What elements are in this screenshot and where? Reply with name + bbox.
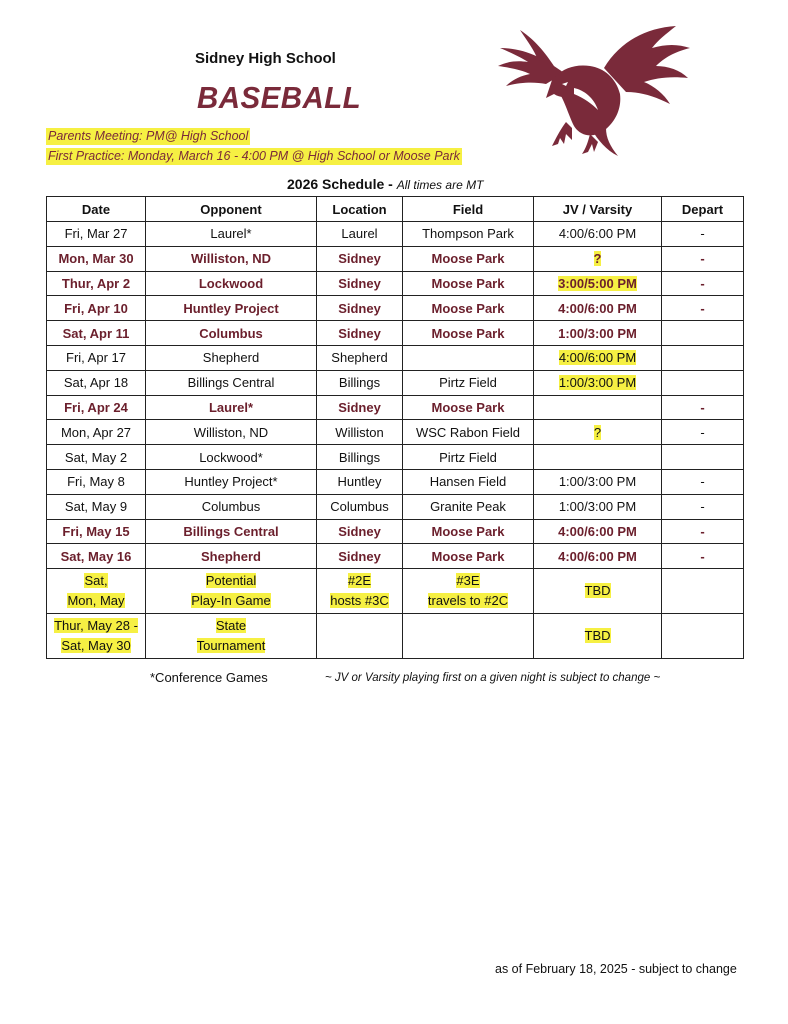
cell-field: Moose Park (403, 519, 534, 544)
state-depart (662, 614, 744, 659)
cell-location: Huntley (317, 469, 403, 494)
cell-opponent: Shepherd (146, 345, 317, 370)
table-header-row (47, 197, 744, 222)
table-row (47, 494, 744, 519)
table-row (47, 519, 744, 544)
cell-opponent: Lockwood (146, 271, 317, 296)
cell-field: WSC Rabon Field (403, 420, 534, 445)
table-row (47, 296, 744, 321)
cell-time: ? (534, 420, 662, 445)
col-header-opponent: Opponent (146, 197, 317, 222)
cell-time (534, 395, 662, 420)
cell-field (403, 345, 534, 370)
playin-opponent: Potential Play-In Game (146, 569, 317, 614)
cell-time: 4:00/6:00 PM (534, 519, 662, 544)
cell-field: Pirtz Field (403, 370, 534, 395)
cell-field: Moose Park (403, 246, 534, 271)
cell-date: Sat, Apr 11 (47, 321, 146, 346)
cell-date: Mon, Apr 27 (47, 420, 146, 445)
schedule-body (47, 222, 744, 659)
cell-location: Columbus (317, 494, 403, 519)
cell-location: Williston (317, 420, 403, 445)
cell-location: Sidney (317, 271, 403, 296)
table-row (47, 544, 744, 569)
cell-depart: - (662, 395, 744, 420)
cell-date: Thur, Apr 2 (47, 271, 146, 296)
cell-opponent: Laurel* (146, 395, 317, 420)
cell-location: Sidney (317, 296, 403, 321)
cell-time: 1:00/3:00 PM (534, 321, 662, 346)
cell-opponent: Laurel* (146, 222, 317, 247)
cell-date: Fri, May 8 (47, 469, 146, 494)
cell-opponent: Lockwood* (146, 445, 317, 470)
cell-date: Mon, Mar 30 (47, 246, 146, 271)
cell-time: 4:00/6:00 PM (534, 222, 662, 247)
cell-field: Moose Park (403, 271, 534, 296)
cell-opponent: Williston, ND (146, 420, 317, 445)
cell-time: 4:00/6:00 PM (534, 544, 662, 569)
cell-field: Hansen Field (403, 469, 534, 494)
conference-games-note: *Conference Games (150, 670, 268, 685)
cell-depart: - (662, 519, 744, 544)
cell-field: Moose Park (403, 296, 534, 321)
cell-depart: - (662, 246, 744, 271)
cell-field: Moose Park (403, 395, 534, 420)
table-row (47, 395, 744, 420)
cell-location: Sidney (317, 321, 403, 346)
cell-depart (662, 445, 744, 470)
parents-meeting-notice: Parents Meeting: PM@ High School (48, 129, 249, 143)
cell-opponent: Shepherd (146, 544, 317, 569)
cell-depart: - (662, 271, 744, 296)
state-date: Thur, May 28 - Sat, May 30 (47, 614, 146, 659)
cell-location: Sidney (317, 395, 403, 420)
cell-opponent: Huntley Project (146, 296, 317, 321)
first-practice-notice: First Practice: Monday, March 16 - 4:00 PM @ High School or Moose Park (48, 149, 460, 163)
play-order-note: ~ JV or Varsity playing first on a given night is subject to change ~ (325, 672, 661, 684)
cell-depart: - (662, 222, 744, 247)
cell-depart (662, 370, 744, 395)
cell-opponent: Columbus (146, 494, 317, 519)
cell-time: 3:00/5:00 PM (534, 271, 662, 296)
cell-time (534, 445, 662, 470)
cell-time: 4:00/6:00 PM (534, 296, 662, 321)
col-header-location: Location (317, 197, 403, 222)
table-row (47, 246, 744, 271)
playin-field: #3E travels to #2C (403, 569, 534, 614)
cell-location: Sidney (317, 246, 403, 271)
schedule-title (287, 176, 483, 192)
cell-opponent: Williston, ND (146, 246, 317, 271)
playin-date: Sat, Mon, May (47, 569, 146, 614)
schedule-title-text: 2026 Schedule - (287, 176, 393, 192)
table-row (47, 222, 744, 247)
cell-time: ? (534, 246, 662, 271)
cell-field: Moose Park (403, 321, 534, 346)
cell-location: Billings (317, 370, 403, 395)
table-row (47, 271, 744, 296)
cell-opponent: Huntley Project* (146, 469, 317, 494)
table-row (47, 445, 744, 470)
cell-time: 1:00/3:00 PM (534, 494, 662, 519)
cell-date: Fri, Mar 27 (47, 222, 146, 247)
cell-depart (662, 345, 744, 370)
cell-opponent: Billings Central (146, 370, 317, 395)
sport-title: BASEBALL (197, 80, 362, 115)
state-row (47, 614, 744, 659)
cell-date: Fri, Apr 10 (47, 296, 146, 321)
cell-location: Billings (317, 445, 403, 470)
state-time: TBD (534, 614, 662, 659)
cell-depart: - (662, 420, 744, 445)
table-row (47, 345, 744, 370)
school-name: Sidney High School (195, 50, 336, 67)
cell-date: Sat, May 9 (47, 494, 146, 519)
playin-location: #2E hosts #3C (317, 569, 403, 614)
cell-opponent: Columbus (146, 321, 317, 346)
playin-depart (662, 569, 744, 614)
col-header-time: JV / Varsity (534, 197, 662, 222)
col-header-date: Date (47, 197, 146, 222)
playin-time: TBD (534, 569, 662, 614)
cell-depart: - (662, 469, 744, 494)
cell-time: 1:00/3:00 PM (534, 370, 662, 395)
cell-date: Fri, Apr 17 (47, 345, 146, 370)
cell-field: Thompson Park (403, 222, 534, 247)
cell-location: Sidney (317, 544, 403, 569)
cell-date: Sat, May 2 (47, 445, 146, 470)
table-row (47, 321, 744, 346)
cell-date: Sat, May 16 (47, 544, 146, 569)
cell-date: Fri, May 15 (47, 519, 146, 544)
table-row (47, 469, 744, 494)
cell-field: Pirtz Field (403, 445, 534, 470)
cell-field: Granite Peak (403, 494, 534, 519)
cell-time: 4:00/6:00 PM (534, 345, 662, 370)
schedule-table (46, 196, 744, 659)
cell-opponent: Billings Central (146, 519, 317, 544)
state-opponent: State Tournament (146, 614, 317, 659)
table-row (47, 370, 744, 395)
cell-depart: - (662, 544, 744, 569)
cell-depart: - (662, 296, 744, 321)
state-field (403, 614, 534, 659)
cell-location: Sidney (317, 519, 403, 544)
cell-depart: - (662, 494, 744, 519)
cell-location: Shepherd (317, 345, 403, 370)
table-row (47, 420, 744, 445)
cell-date: Fri, Apr 24 (47, 395, 146, 420)
cell-date: Sat, Apr 18 (47, 370, 146, 395)
as-of-date: as of February 18, 2025 - subject to change (495, 962, 737, 976)
cell-depart (662, 321, 744, 346)
playin-row (47, 569, 744, 614)
schedule-time-note: All times are MT (396, 178, 484, 192)
col-header-field: Field (403, 197, 534, 222)
eagle-mascot-logo (494, 18, 694, 158)
cell-field: Moose Park (403, 544, 534, 569)
state-location (317, 614, 403, 659)
cell-location: Laurel (317, 222, 403, 247)
col-header-depart: Depart (662, 197, 744, 222)
cell-time: 1:00/3:00 PM (534, 469, 662, 494)
